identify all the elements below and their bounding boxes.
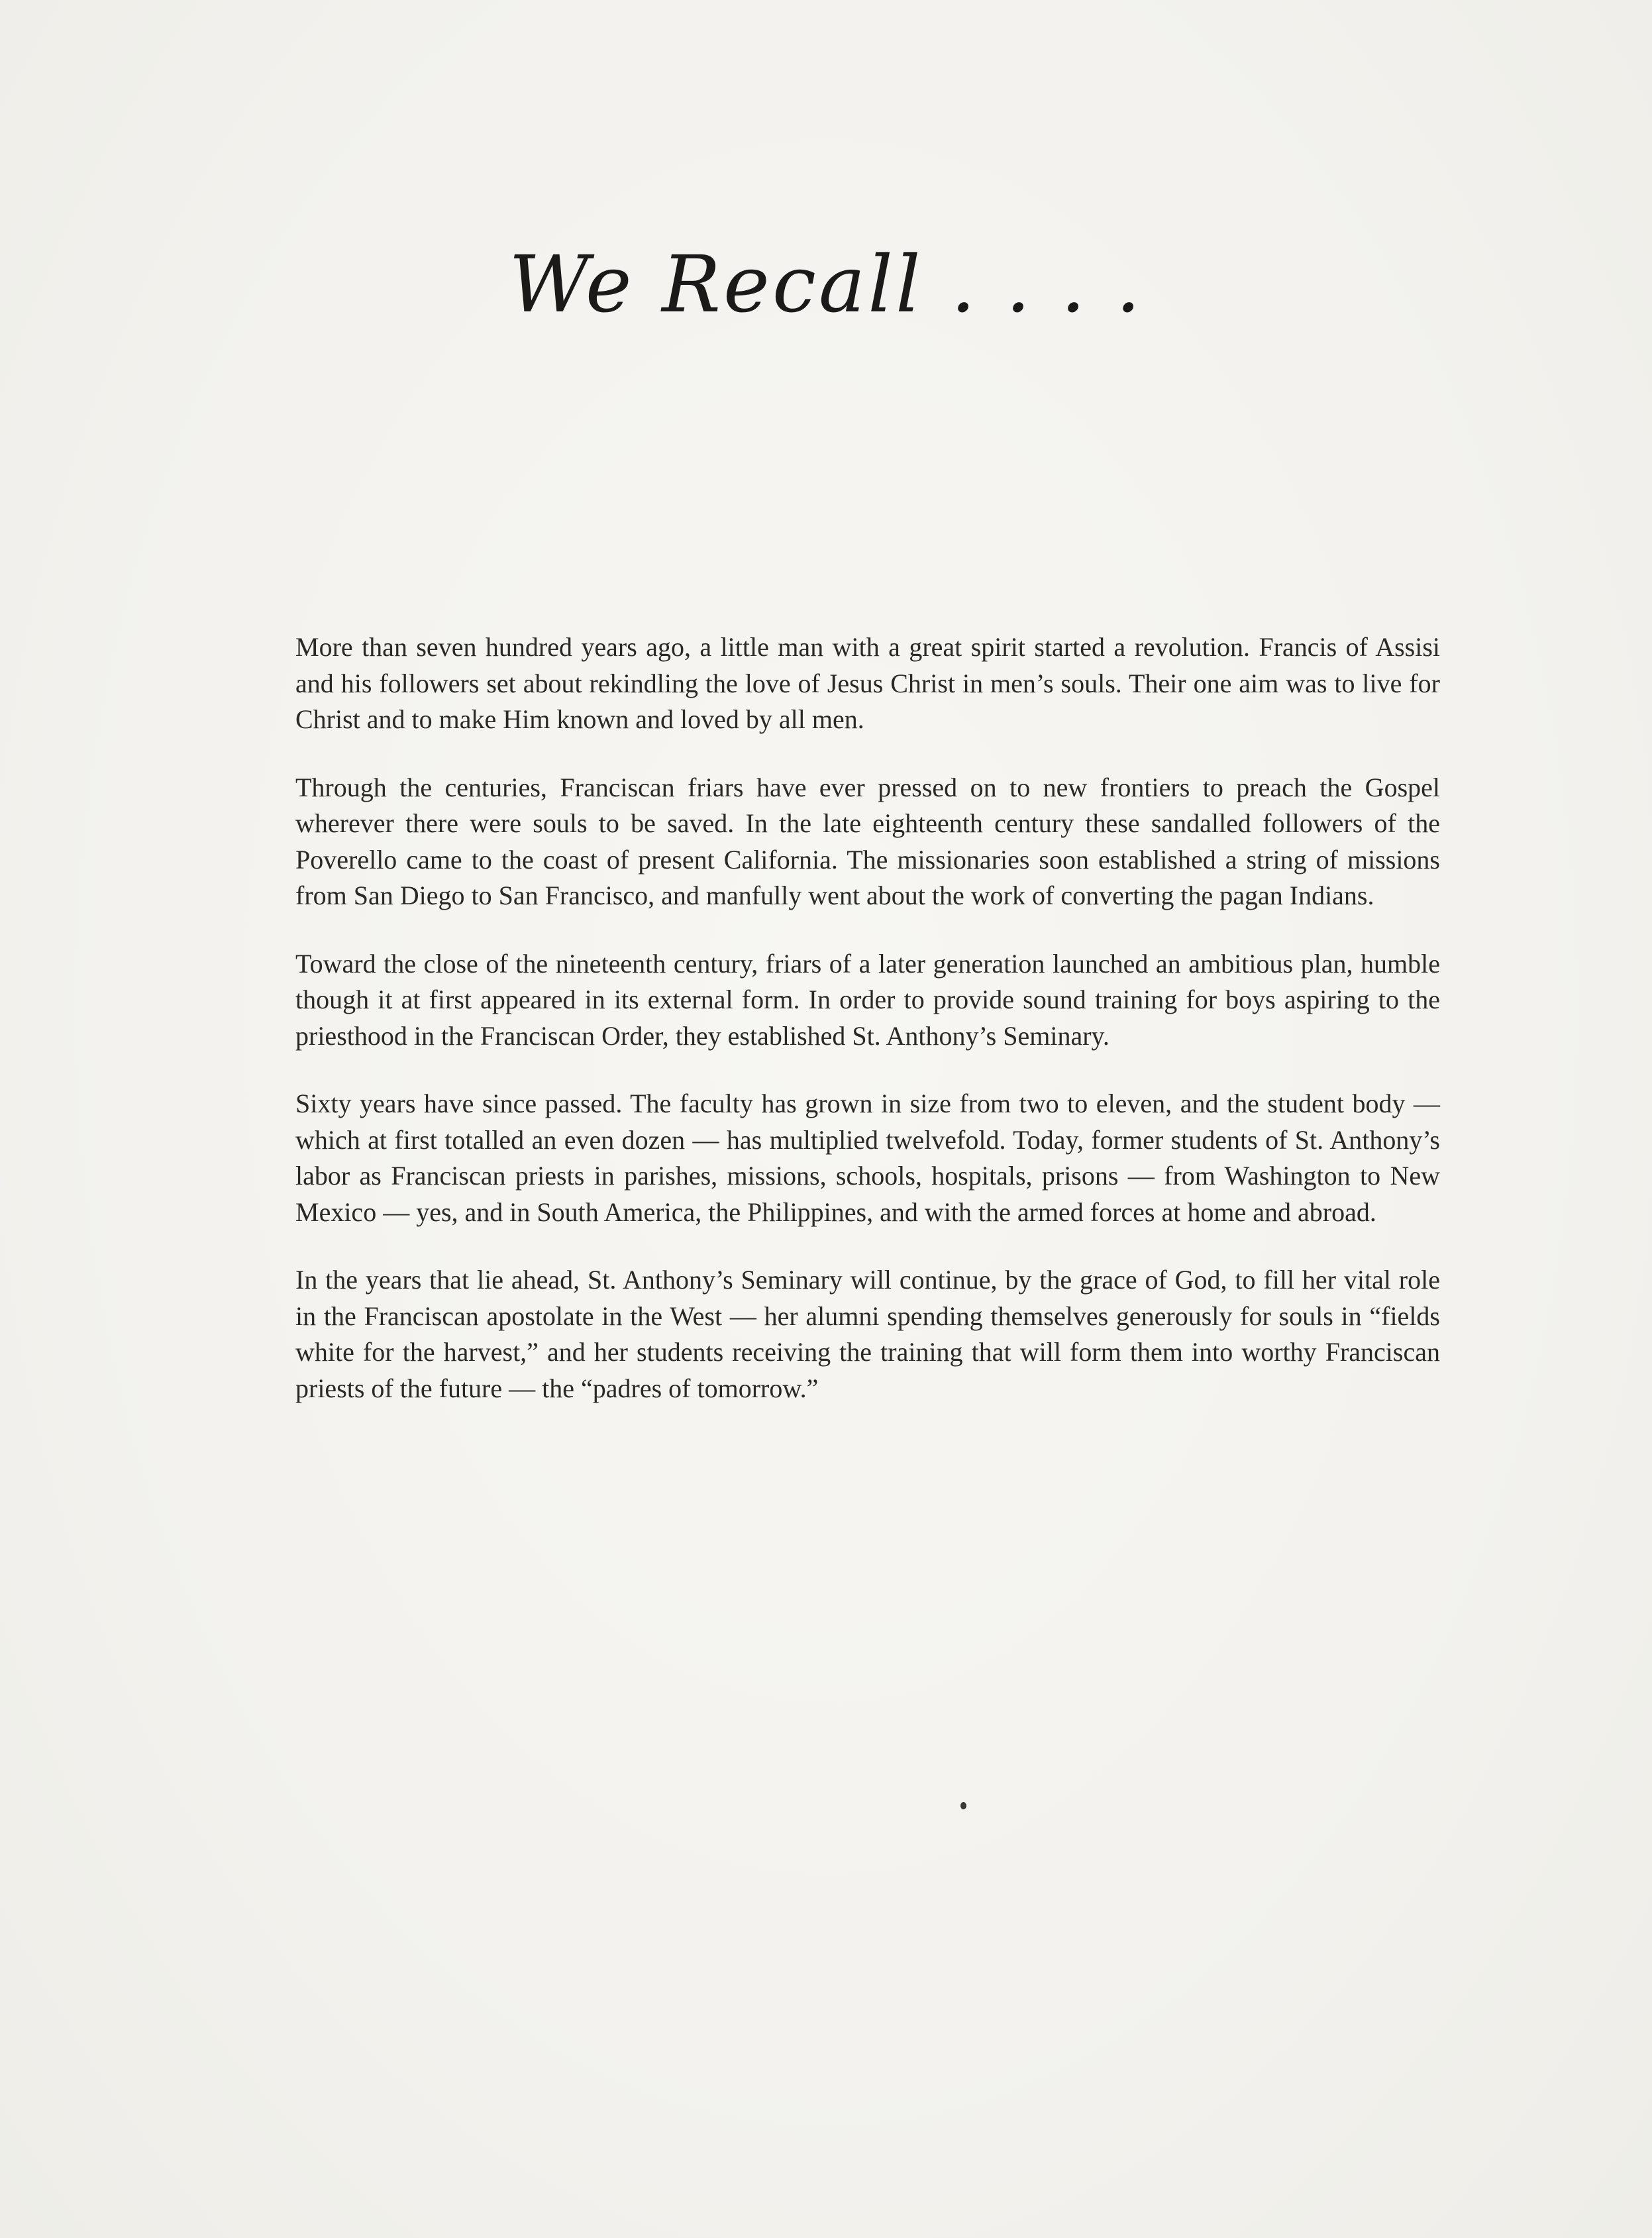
paragraph-2: Through the centuries, Franciscan friars have ever pressed on to new frontiers to preach the Gospel wherever there were souls to be saved. In the late eighteenth century these sandalled followers of the Poverello came to the coast of present California. The missionaries soon established a string of missions from San Diego to San Francisco, and manfully went about the work of converting the pagan Indians. <box>295 772 1440 910</box>
paragraph-3: Toward the close of the nineteenth century, friars of a later generation launched an ambitious plan, humble though it at first appeared in its external form. In order to provide sound training for boys aspiring to the priesthood in the Franciscan Order, they established St. Anthony’s Seminary. <box>295 948 1440 1051</box>
paragraph-4: Sixty years have since passed. The faculty has grown in size from two to eleven, and the student body — which at first totalled an even dozen — has multiplied twelvefold. Today, former students of St. Anthony’s labor as Franciscan priests in parishes, missions, schools, hospitals, prisons — from Washington to New Mexico — yes, and in South America, the Philippines, and with the armed forces at home and abroad. <box>295 1089 1440 1227</box>
body-text <box>295 629 1440 1438</box>
paragraph-1: More than seven hundred years ago, a little man with a great spirit started a revolution. Francis of Assisi and his followers set about rekindling the love of Jesus Christ in men’s souls. Their one aim was to live for Christ and to make Him known and loved by all men. <box>295 632 1440 734</box>
page-title: We Recall . . . . <box>509 239 1143 330</box>
ink-speck <box>960 1802 966 1809</box>
paragraph-5: In the years that lie ahead, St. Anthony’s Seminary will continue, by the grace of God, to fill her vital role in the Franciscan apostolate in the West — her alumni spending themselves generously for souls in “fields white for the harvest,” and her students receiving the training that will form them into worthy Franciscan priests of the future — the “padres of tomorrow.” <box>295 1265 1440 1403</box>
